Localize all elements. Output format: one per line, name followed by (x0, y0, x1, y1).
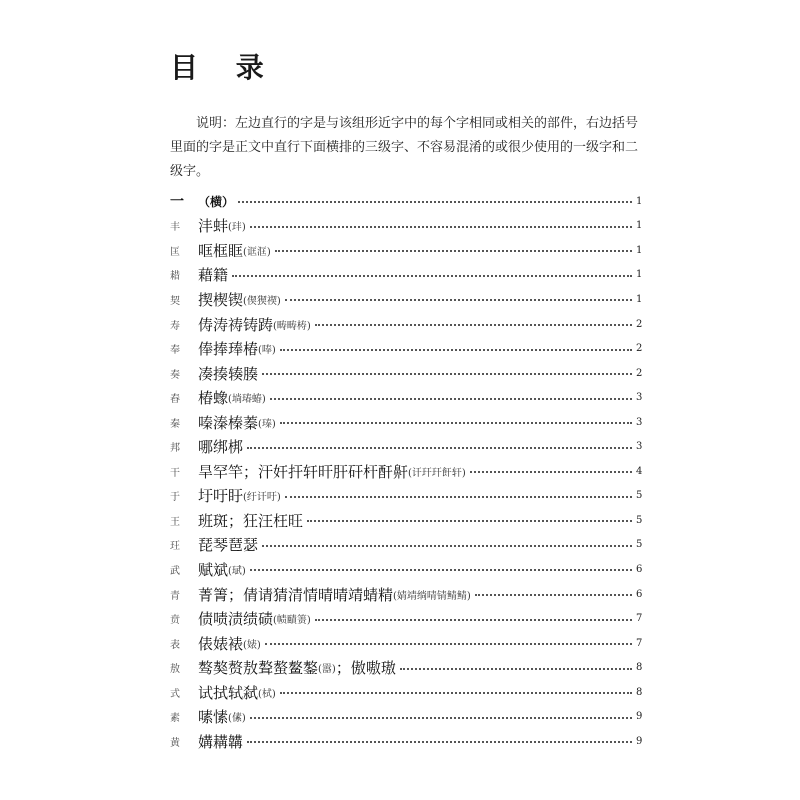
dot-leader (475, 594, 632, 596)
toc-entry-bracketed: (唪) (258, 345, 276, 357)
dot-leader (280, 692, 632, 694)
toc-row[interactable] (170, 704, 642, 729)
dot-leader (315, 619, 632, 621)
toc-entry-characters: 俵婊裱 (198, 634, 244, 653)
dot-leader (280, 349, 632, 351)
toc-row[interactable] (170, 582, 642, 607)
toc-entry-bracketed: (偰猰禊) (243, 295, 281, 307)
toc-entry-characters: 赋斌 (198, 560, 229, 579)
dot-leader (262, 373, 632, 375)
dot-leader (280, 422, 632, 424)
toc-row[interactable] (170, 410, 642, 435)
toc-page-number: 1 (636, 195, 643, 207)
toc-entry-characters: 沣蚌 (198, 217, 229, 236)
toc-entry-bracketed: (畴畴梼) (273, 320, 311, 332)
toc-page-number: 2 (636, 318, 643, 330)
toc-page-number: 2 (636, 367, 643, 379)
toc-entry-characters: 哪绑梆 (198, 438, 244, 457)
toc-row[interactable] (170, 361, 642, 386)
dot-leader (265, 643, 632, 645)
toc-page-number: 5 (636, 539, 643, 551)
toc-entry-characters: 揳楔锲 (198, 290, 244, 309)
toc-page-number: 7 (636, 613, 643, 625)
toc-row[interactable] (170, 729, 642, 754)
toc-row[interactable] (170, 680, 642, 705)
toc-component: 王 (170, 516, 180, 528)
toc-entry-bracketed: (玤) (228, 222, 246, 234)
dot-leader (247, 447, 632, 449)
toc-row[interactable] (170, 287, 642, 312)
toc-page-number: 3 (636, 416, 643, 428)
dot-leader (275, 250, 632, 252)
toc-entry-characters: 俸捧琫椿 (198, 340, 259, 359)
toc-page-number: 9 (636, 735, 643, 747)
toc-entry-characters: 菁箐；倩请猜清情晴晴靖蜻精 (198, 585, 394, 604)
toc-entry-characters: 藉籍 (198, 266, 229, 285)
toc-row[interactable] (170, 189, 642, 214)
toc-row[interactable] (170, 606, 642, 631)
toc-entry-characters: 琵琴琶瑟 (198, 536, 259, 555)
toc-component: 一 (170, 194, 184, 211)
toc-component: 青 (170, 590, 180, 602)
toc-entry-bracketed: (讦玕玕飦轩) (408, 467, 466, 479)
toc-entry-characters: 哐框眶 (198, 241, 244, 260)
toc-page-number: 6 (636, 563, 643, 575)
toc-component: 贲 (170, 615, 180, 627)
toc-row[interactable] (170, 557, 642, 582)
toc-entry-characters: 俦涛祷铸踌 (198, 315, 274, 334)
dot-leader (250, 569, 632, 571)
toc-component: 敖 (170, 664, 180, 676)
toc-entry-bracketed: (婊) (243, 639, 261, 651)
toc-row[interactable] (170, 312, 642, 337)
toc-row[interactable] (170, 263, 642, 288)
toc-component: 耤 (170, 271, 180, 283)
toc-row[interactable] (170, 533, 642, 558)
dot-leader (285, 496, 632, 498)
toc-entry-bracketed: (瑧) (258, 418, 276, 430)
toc-component: 丰 (170, 222, 180, 234)
toc-entry-bracketed: (埫瑃蝽) (228, 394, 266, 406)
toc-entry-bracketed: (珷) (228, 565, 246, 577)
toc-component: 邦 (170, 443, 180, 455)
toc-page-number: 5 (636, 490, 643, 502)
toc-component: 干 (170, 467, 180, 479)
dot-leader (307, 520, 632, 522)
toc-component: 奉 (170, 345, 180, 357)
toc-component: 黄 (170, 737, 180, 749)
toc-entry-bracketed: (婧靖绱啨锖鲭鲭) (393, 590, 471, 602)
toc-row[interactable] (170, 508, 642, 533)
dot-leader (470, 471, 632, 473)
toc-entry-characters: 媾耩韝 (198, 732, 244, 751)
table-of-contents (170, 189, 642, 754)
toc-row[interactable] (170, 655, 642, 680)
toc-page-number: 1 (636, 244, 643, 256)
toc-entry-characters: 骜獒赘敖聱螯鳌鏊 (198, 659, 319, 678)
toc-entry-characters: 圩吁盱 (198, 487, 244, 506)
dot-leader (250, 226, 632, 228)
toc-entry-bracketed: (嚣) (318, 664, 336, 676)
toc-row[interactable] (170, 214, 642, 239)
toc-row[interactable] (170, 484, 642, 509)
page-title: 目 录 (170, 51, 278, 84)
toc-entry-bracketed: (栻) (258, 688, 276, 700)
toc-page-number: 7 (636, 637, 643, 649)
toc-entry-characters: （横） (198, 194, 235, 209)
toc-component: 玨 (170, 541, 180, 553)
toc-entry-characters: 班斑；狂汪枉旺 (198, 511, 304, 530)
toc-entry-characters-extra: ；傲嗷璈 (335, 659, 396, 678)
toc-page-number: 2 (636, 343, 643, 355)
toc-component: 匡 (170, 246, 180, 258)
toc-component: 于 (170, 492, 180, 504)
toc-component: 素 (170, 713, 180, 725)
toc-component: 寿 (170, 320, 180, 332)
toc-row[interactable] (170, 336, 642, 361)
toc-page-number: 8 (636, 662, 643, 674)
toc-page-number: 6 (636, 588, 643, 600)
toc-entry-characters: 债啧渍绩碛 (198, 610, 274, 629)
toc-component: 表 (170, 639, 180, 651)
toc-page-number: 5 (636, 514, 643, 526)
toc-page-number: 1 (636, 293, 643, 305)
toc-component: 舂 (170, 394, 180, 406)
toc-entry-characters: 旱罕竿；汗奸扞轩旰肝矸杆酐鼾 (198, 462, 409, 481)
toc-entry-characters: 试拭轼弑 (198, 683, 259, 702)
toc-row[interactable] (170, 238, 642, 263)
toc-page-number: 9 (636, 711, 643, 723)
dot-leader (238, 201, 632, 203)
toc-row[interactable] (170, 385, 642, 410)
toc-page-number: 3 (636, 392, 643, 404)
toc-row[interactable] (170, 434, 642, 459)
toc-page-number: 3 (636, 441, 643, 453)
dot-leader (262, 545, 632, 547)
toc-component: 武 (170, 565, 180, 577)
toc-entry-characters: 嗪溱榛蓁 (198, 413, 259, 432)
toc-entry-characters: 嗉愫 (198, 708, 229, 727)
dot-leader (232, 275, 632, 277)
toc-component: 秦 (170, 418, 180, 430)
toc-component: 式 (170, 688, 180, 700)
toc-entry-bracketed: (纡讦吁) (243, 492, 281, 504)
toc-page-number: 4 (636, 465, 643, 477)
dot-leader (270, 398, 632, 400)
dot-leader (250, 717, 632, 719)
dot-leader (247, 741, 632, 743)
toc-entry-characters: 凑揍辏腠 (198, 364, 259, 383)
toc-entry-characters: 椿蟓 (198, 389, 229, 408)
toc-row[interactable] (170, 631, 642, 656)
dot-leader (400, 668, 632, 670)
toc-page-number: 1 (636, 269, 643, 281)
dot-leader (285, 299, 632, 301)
toc-page-number: 8 (636, 686, 643, 698)
toc-row[interactable] (170, 459, 642, 484)
toc-entry-bracketed: (诓洭) (243, 246, 271, 258)
toc-entry-bracketed: (傃) (228, 713, 246, 725)
toc-entry-bracketed: (帻賾箦) (273, 615, 311, 627)
toc-component: 契 (170, 295, 180, 307)
toc-component: 奏 (170, 369, 180, 381)
dot-leader (315, 324, 632, 326)
toc-page-number: 1 (636, 220, 643, 232)
explanatory-note: 说明：左边直行的字是与该组形近字中的每个字相同或相关的部件，右边括号里面的字是正文中直行下面横排的三级字、不容易混淆的或很少使用的一级字和二级字。 (170, 116, 639, 179)
